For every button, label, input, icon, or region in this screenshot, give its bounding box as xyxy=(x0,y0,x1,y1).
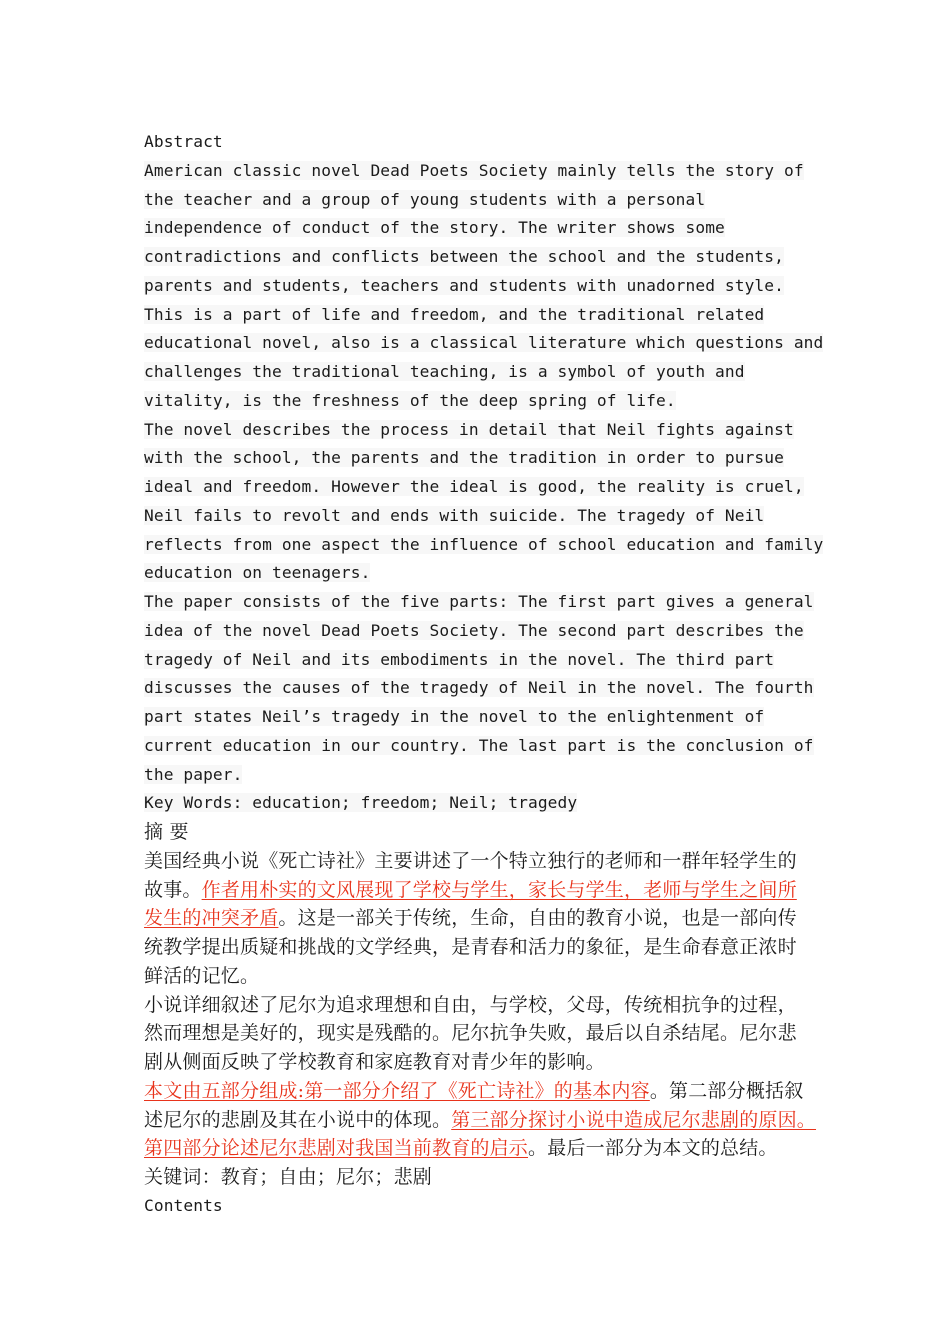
english-line: challenges the traditional teaching, is a symbol of youth and xyxy=(144,362,745,381)
english-line: Neil fails to revolt and ends with suicide. The tragedy of Neil xyxy=(144,505,765,525)
contents-heading: Contents xyxy=(144,1195,223,1215)
chinese-text: 故事。 xyxy=(144,878,202,901)
english-line: educational novel, also is a classical literature which questions and xyxy=(144,333,824,353)
chinese-text: 鲜活的记忆。 xyxy=(144,964,260,987)
chinese-line xyxy=(144,933,824,962)
english-line: independence of conduct of the story. The writer shows some xyxy=(144,218,725,238)
english-line: contradictions and conflicts between the school and the students, xyxy=(144,247,784,266)
chinese-line xyxy=(144,1134,824,1163)
chinese-text: 。第二部分概括叙 xyxy=(649,1079,804,1102)
chinese-line xyxy=(144,847,824,876)
english-line: part states Neil’s tragedy in the novel to the enlightenment of xyxy=(144,707,765,726)
english-line: education on teenagers. xyxy=(144,563,371,583)
english-key-words: Key Words: education; freedom; Neil; tragedy xyxy=(144,793,578,813)
english-line: The novel describes the process in detail that Neil fights against xyxy=(144,419,794,439)
chinese-text: 。这是一部关于传统，生命，自由的教育小说，也是一部向传 xyxy=(278,907,797,930)
chinese-abstract-heading: 摘 要 xyxy=(144,821,189,843)
chinese-line xyxy=(144,1048,824,1077)
chinese-text: 美国经典小说《死亡诗社》主要讲述了一个特立独行的老师和一群年轻学生的 xyxy=(144,849,797,872)
english-line: current education in our country. The last part is the conclusion of xyxy=(144,735,814,755)
chinese-text: 然而理想是美好的，现实是残酷的。尼尔抗争失败，最后以自杀结尾。尼尔悲 xyxy=(144,1022,797,1045)
english-line: the paper. xyxy=(144,764,243,784)
chinese-key-words: 关键词：教育；自由；尼尔；悲剧 xyxy=(144,1166,433,1188)
english-line: American classic novel Dead Poets Society mainly tells the story of xyxy=(144,160,804,180)
english-line: tragedy of Neil and its embodiments in the novel. The third part xyxy=(144,649,775,669)
revision-highlight: 作者用朴实的文风展现了学校与学生，家长与学生，老师与学生之间所 xyxy=(201,878,797,901)
chinese-line xyxy=(144,962,824,991)
english-line: the teacher and a group of young students with a personal xyxy=(144,189,706,209)
english-line: discusses the causes of the tragedy of Neil in the novel. The fourth xyxy=(144,678,814,698)
chinese-abstract xyxy=(144,847,824,1163)
revision-highlight: 第三部分探讨小说中造成尼尔悲剧的原因。 xyxy=(451,1108,817,1131)
chinese-line xyxy=(144,991,824,1020)
revision-highlight: 发生的冲突矛盾 xyxy=(144,907,279,930)
english-line: reflects from one aspect the influence of school education and family xyxy=(144,534,824,554)
chinese-text: 。最后一部分为本文的总结。 xyxy=(528,1137,778,1160)
document-page xyxy=(144,128,824,1221)
chinese-line xyxy=(144,1019,824,1048)
chinese-line xyxy=(144,876,824,905)
english-line: This is a part of life and freedom, and the traditional related xyxy=(144,304,765,324)
chinese-line xyxy=(144,904,824,933)
abstract-heading: Abstract xyxy=(144,132,223,151)
english-line: vitality, is the freshness of the deep spring of life. xyxy=(144,390,676,410)
chinese-text: 统教学提出质疑和挑战的文学经典，是青春和活力的象征，是生命春意正浓时 xyxy=(144,936,797,958)
english-line: with the school, the parents and the tradition in order to pursue xyxy=(144,448,784,468)
chinese-text: 剧从侧面反映了学校教育和家庭教育对青少年的影响。 xyxy=(144,1051,605,1073)
revision-highlight: 第四部分论述尼尔悲剧对我国当前教育的启示 xyxy=(144,1137,529,1160)
english-line: ideal and freedom. However the ideal is good, the reality is cruel, xyxy=(144,477,804,496)
english-line: The paper consists of the five parts: The first part gives a general xyxy=(144,592,814,611)
english-abstract xyxy=(144,157,824,790)
chinese-line xyxy=(144,1106,824,1135)
chinese-line xyxy=(144,1077,824,1106)
chinese-text: 述尼尔的悲剧及其在小说中的体现。 xyxy=(144,1108,452,1131)
revision-highlight: 本文由五部分组成:第一部分介绍了《死亡诗社》的基本内容 xyxy=(144,1079,650,1102)
english-line: parents and students, teachers and students with unadorned style. xyxy=(144,275,784,295)
chinese-text: 小说详细叙述了尼尔为追求理想和自由，与学校，父母，传统相抗争的过程， xyxy=(144,993,797,1016)
english-line: idea of the novel Dead Poets Society. The second part describes the xyxy=(144,620,804,640)
